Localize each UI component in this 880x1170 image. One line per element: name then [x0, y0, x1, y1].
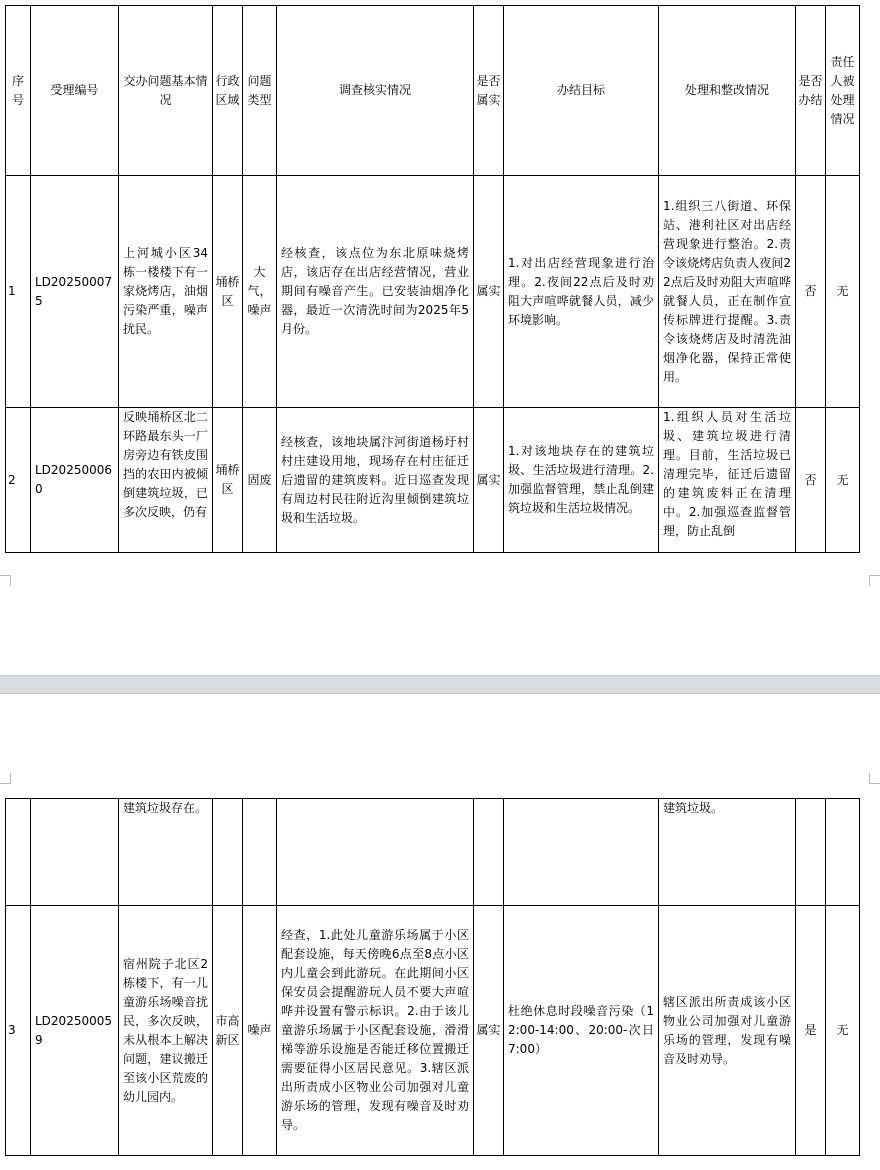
page-corner-mark — [869, 773, 880, 784]
row-completed: 否 — [796, 408, 826, 553]
table-row — [6, 176, 860, 408]
row-type: 大气，噪声 — [243, 176, 277, 408]
row-type: 固废 — [243, 408, 277, 553]
row-verified: 属实 — [474, 176, 504, 408]
page-gap — [0, 675, 880, 694]
complaint-table-page-2 — [5, 798, 860, 1156]
row-accountability: 无 — [826, 176, 860, 408]
row-investigation: 经查，1.此处儿童游乐场属于小区配套设施，每天傍晚6点至8点小区内儿童会到此游玩。在此期间小区保安员会提醒游玩人员不要大声喧哗并设置有警示标识。2.由于该儿童游乐场属于小区配套设施，滑滑梯等游乐设施是否能迁移位置搬迁需要征得小区居民意见。3.辖区派出所责成小区物业公司加强对儿童游乐场的管理，发现有噪音及时劝导。 — [277, 906, 474, 1156]
row-case-no: LD202500075 — [31, 176, 119, 408]
header-seq: 序号 — [6, 6, 31, 176]
header-completed: 是否办结 — [796, 6, 826, 176]
row-handling: 辖区派出所责成该小区物业公司加强对儿童游乐场的管理，发现有噪音及时劝导。 — [659, 906, 796, 1156]
row-district: 埇桥区 — [213, 408, 243, 553]
header-row — [6, 6, 860, 176]
header-investigation: 调查核实情况 — [277, 6, 474, 176]
row-verified-continued — [474, 799, 504, 906]
row-problem: 反映埇桥区北二环路最东头一厂房旁边有铁皮围挡的农田内被倾倒建筑垃圾，已多次反映，仍有 — [119, 408, 213, 553]
row-problem-continued: 建筑垃圾存在。 — [119, 799, 213, 906]
header-handling: 处理和整改情况 — [659, 6, 796, 176]
row-accountability-continued — [826, 799, 860, 906]
header-case-no: 受理编号 — [31, 6, 119, 176]
row-investigation: 经核查，该地块属汴河街道杨圩村村庄建设用地，现场存在村庄征迁后遗留的建筑废料。近日巡查发现有周边村民往附近沟里倾倒建筑垃圾和生活垃圾。 — [277, 408, 474, 553]
row-accountability: 无 — [826, 408, 860, 553]
row-type-continued — [243, 799, 277, 906]
row-seq: 1 — [6, 176, 31, 408]
row-seq-continued — [6, 799, 31, 906]
row-verified: 属实 — [474, 408, 504, 553]
header-verified: 是否属实 — [474, 6, 504, 176]
row-case-no: LD202500060 — [31, 408, 119, 553]
row-district: 市高新区 — [213, 906, 243, 1156]
row-type: 噪声 — [243, 906, 277, 1156]
header-district: 行政区域 — [213, 6, 243, 176]
row-verified: 属实 — [474, 906, 504, 1156]
row-handling-continued: 建筑垃圾。 — [659, 799, 796, 906]
table-row-continued — [6, 799, 860, 906]
row-handling: 1.组织人员对生活垃圾、建筑垃圾进行清理。目前，生活垃圾已清理完毕，征迁后遗留的建筑废料正在清理中。2.加强巡查监督管理，防止乱倒 — [659, 408, 796, 553]
header-type: 问题类型 — [243, 6, 277, 176]
row-investigation: 经核查，该点位为东北原味烧烤店，该店存在出店经营情况，营业期间有噪音产生。已安装油烟净化器，最近一次清洗时间为2025年5月份。 — [277, 176, 474, 408]
page-corner-mark — [0, 575, 11, 586]
row-handling: 1.组织三八街道、环保站、港利社区对出店经营现象进行整治。2.责令该烧烤店负责人夜间22点后及时劝阻大声喧哗就餐人员，正在制作宣传标牌进行提醒。3.责令该烧烤店及时清洗油烟净化器，保持正常使用。 — [659, 176, 796, 408]
row-investigation-continued — [277, 799, 474, 906]
row-case-no-continued — [31, 799, 119, 906]
row-completed: 是 — [796, 906, 826, 1156]
header-problem: 交办问题基本情况 — [119, 6, 213, 176]
header-goal: 办结目标 — [504, 6, 659, 176]
complaint-table-page-1 — [5, 5, 860, 553]
table-row — [6, 408, 860, 553]
table-row — [6, 906, 860, 1156]
row-completed-continued — [796, 799, 826, 906]
page-corner-mark — [869, 575, 880, 586]
row-goal: 1.对出店经营现象进行治理。2.夜间22点后及时劝阻大声喧哗就餐人员，减少环境影响。 — [504, 176, 659, 408]
row-case-no: LD202500059 — [31, 906, 119, 1156]
row-goal: 1.对该地块存在的建筑垃圾、生活垃圾进行清理。2.加强监督管理，禁止乱倒建筑垃圾和生活垃圾情况。 — [504, 408, 659, 553]
row-problem: 宿州院子北区2栋楼下，有一儿童游乐场噪音扰民，多次反映，未从根本上解决问题，建议搬迁至该小区荒废的幼儿园内。 — [119, 906, 213, 1156]
row-seq: 3 — [6, 906, 31, 1156]
row-goal-continued — [504, 799, 659, 906]
row-district-continued — [213, 799, 243, 906]
header-accountability: 责任人被处理情况 — [826, 6, 860, 176]
row-goal: 杜绝休息时段噪音污染（12:00-14:00、20:00-次日7:00） — [504, 906, 659, 1156]
row-district: 埇桥区 — [213, 176, 243, 408]
page-corner-mark — [0, 773, 11, 784]
row-completed: 否 — [796, 176, 826, 408]
row-seq: 2 — [6, 408, 31, 553]
row-accountability: 无 — [826, 906, 860, 1156]
row-problem: 上河城小区34栋一楼楼下有一家烧烤店，油烟污染严重，噪声扰民。 — [119, 176, 213, 408]
